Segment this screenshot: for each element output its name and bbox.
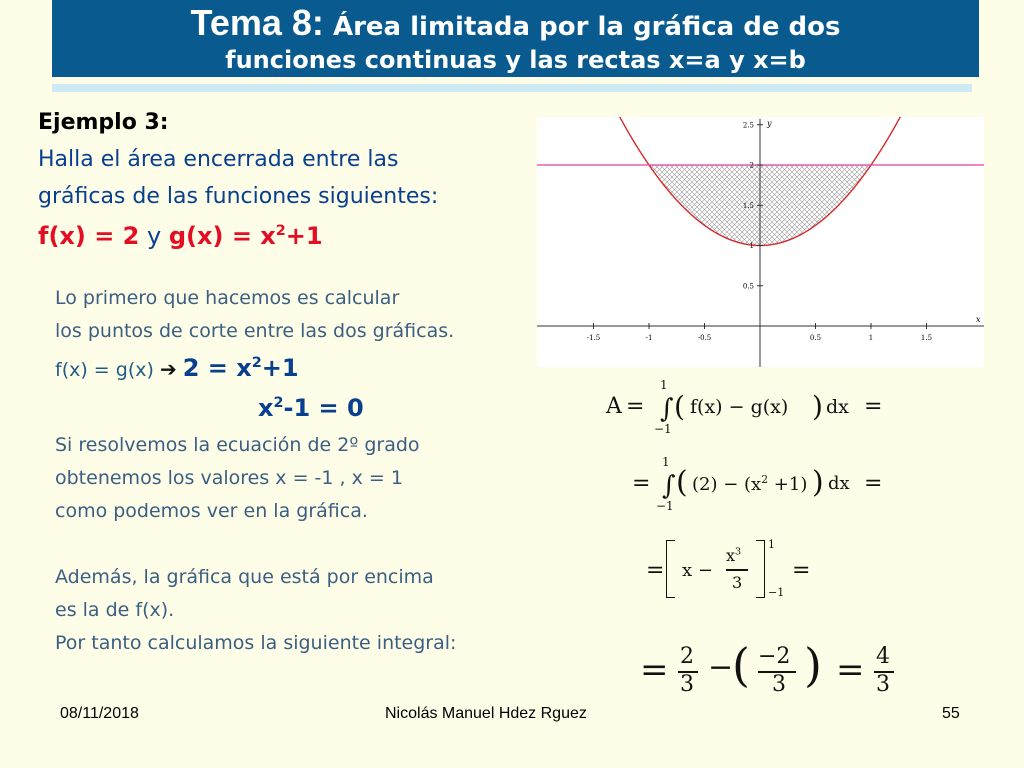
- title-line-2: funciones continuas y las rectas x=a y x=b: [225, 46, 806, 74]
- left-bracket: [666, 540, 675, 598]
- graph-svg: [537, 117, 984, 367]
- title-line1-rest: Área limitada por la gráfica de dos: [323, 12, 841, 42]
- paragraph-line: es la de f(x).: [55, 599, 175, 621]
- y-tick-label: 2.5: [742, 121, 754, 130]
- x-tick-label: 0.5: [809, 334, 822, 342]
- g-definition: $g(x) = x^2+1$: [168, 222, 323, 250]
- paragraph-line: Por tanto calculamos la siguiente integral:: [55, 632, 457, 654]
- conjunction: y: [147, 222, 162, 250]
- x-tick-label: -1.5: [586, 334, 601, 342]
- title-underline: [52, 84, 972, 92]
- right-bracket: [756, 540, 765, 598]
- x-tick-label: -0.5: [697, 334, 712, 342]
- title-line-1: [52, 2, 979, 44]
- y-axis-label: y: [767, 119, 772, 128]
- integral-step-2: = 1 ∫ −1 ( $(2) - (x^2 +1)$ ) dx =: [632, 455, 883, 513]
- function-definitions: [38, 222, 323, 250]
- y-tick-label: 1.5: [742, 201, 754, 210]
- prompt-line-2: gráficas de las funciones siguientes:: [38, 184, 439, 209]
- y-tick-label: 1: [749, 242, 754, 250]
- example-heading: Ejemplo 3:: [38, 110, 169, 135]
- footer-date: 08/11/2018: [60, 705, 139, 722]
- function-graph: [537, 117, 984, 367]
- equation-x2-minus-1: $x^2-1 = 0$: [258, 394, 364, 422]
- integral-step-3: = x − $x^3$ 3 1 −1 =: [646, 538, 811, 599]
- x-tick-label: -1: [645, 334, 653, 342]
- prompt-line-1: Halla el área encerrada entre las: [38, 147, 399, 172]
- x-tick-label: 1: [868, 334, 874, 342]
- intersection-equation: f(x) = g(x) ➔ $2 = x^2+1$: [55, 354, 299, 382]
- paragraph-line: obtenemos los valores x = -1 , x = 1: [55, 467, 403, 489]
- integral-sign: ∫: [662, 471, 676, 501]
- f-definition: f(x) = 2: [38, 222, 140, 250]
- title-prefix: Tema 8:: [190, 2, 324, 43]
- paragraph-line: Además, la gráfica que está por encima: [55, 566, 434, 588]
- title-bar: [52, 0, 979, 77]
- paragraph-line: Lo primero que hacemos es calcular: [55, 287, 400, 309]
- paragraph-line: los puntos de corte entre las dos gráficas.: [55, 320, 455, 342]
- footer-author: Nicolás Manuel Hdez Rguez: [385, 705, 587, 722]
- integral-sign: ∫: [660, 394, 674, 424]
- paragraph-line: como podemos ver en la gráfica.: [55, 500, 368, 522]
- integral-step-1: A = 1 ∫ −1 ( f(x) − g(x) ) dx =: [606, 378, 883, 436]
- paragraph-line: Si resolvemos la ecuación de 2º grado: [55, 434, 420, 456]
- fraction-bar: [726, 569, 748, 571]
- arrow-icon: ➔: [159, 357, 177, 381]
- y-tick-label: 2: [749, 161, 754, 170]
- x-tick-label: 1.5: [920, 334, 933, 342]
- integral-step-4: = 2 3 − ( −2 3 ) = 4 3: [640, 640, 920, 696]
- y-tick-label: 0.5: [742, 282, 754, 291]
- footer-page-number: 55: [942, 705, 960, 722]
- equation-2-eq-x2-plus-1: $2 = x^2+1$: [182, 354, 299, 382]
- x-axis-label: x: [976, 315, 981, 324]
